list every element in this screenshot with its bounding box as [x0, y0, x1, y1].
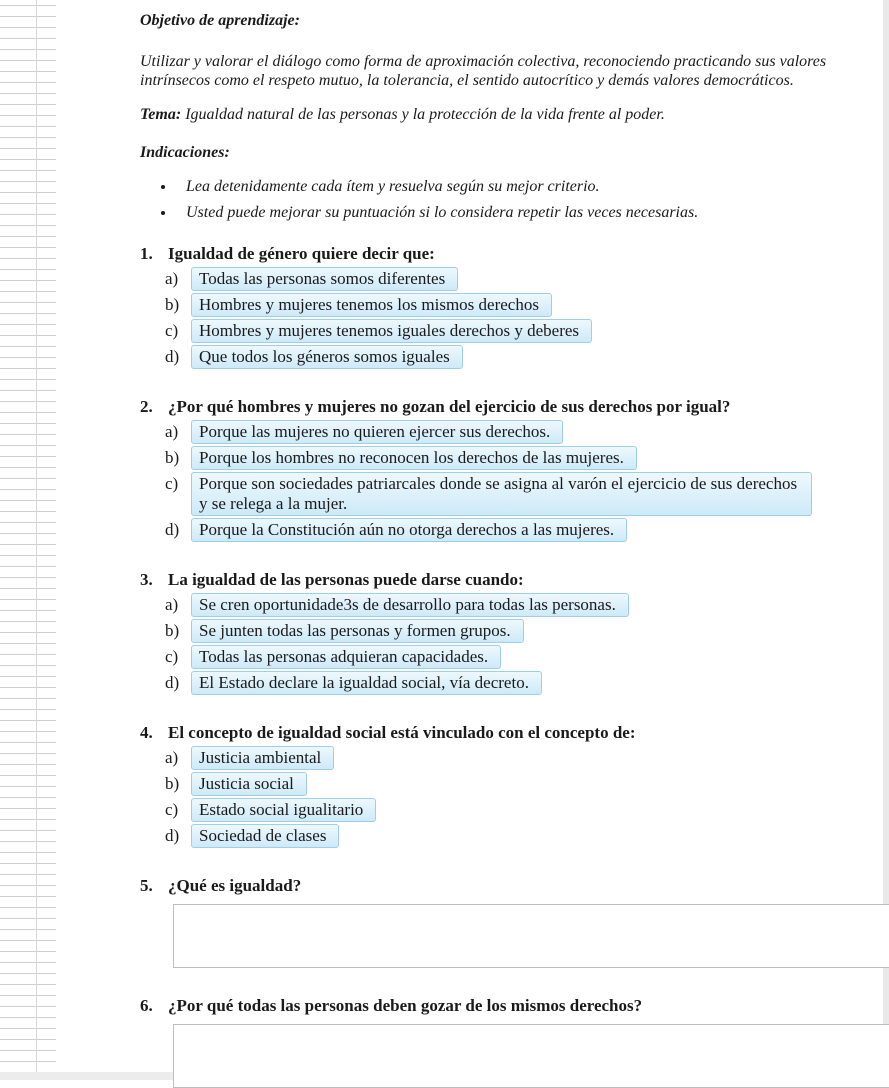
- option-text[interactable]: El Estado declare la igualdad social, vía decreto.: [191, 671, 542, 695]
- option-text[interactable]: Porque la Constitución aún no otorga derechos a las mujeres.: [191, 518, 627, 542]
- question-title: [140, 723, 870, 743]
- option-c[interactable]: [165, 472, 870, 516]
- question-6: [140, 996, 870, 1088]
- instructions-list: [140, 178, 870, 222]
- option-text[interactable]: Todas las personas adquieran capacidades.: [191, 645, 501, 669]
- question-title: [140, 996, 870, 1016]
- indicaciones-label: Indicaciones:: [140, 144, 230, 161]
- instruction-item: • Usted puede mejorar su puntuación si lo considera repetir las veces necesarias.: [176, 204, 870, 222]
- option-text[interactable]: Porque son sociedades patriarcales donde se asigna al varón el ejercicio de sus derechos y se relega a la mujer.: [191, 472, 812, 516]
- document-page: [140, 8, 870, 1088]
- question-title: [140, 397, 870, 417]
- question-title: [140, 570, 870, 590]
- option-b[interactable]: [165, 446, 870, 470]
- option-text[interactable]: Hombres y mujeres tenemos iguales derechos y deberes: [191, 319, 592, 343]
- tema-label: Tema:: [140, 106, 182, 123]
- question-number: 5.: [140, 876, 153, 895]
- question-3: [140, 570, 870, 695]
- option-d[interactable]: [165, 824, 870, 848]
- option-c[interactable]: [165, 645, 870, 669]
- option-letter: d): [165, 826, 180, 845]
- option-d[interactable]: [165, 671, 870, 695]
- option-text[interactable]: Estado social igualitario: [191, 798, 376, 822]
- option-letter: c): [165, 474, 179, 493]
- option-c[interactable]: [165, 319, 870, 343]
- option-text[interactable]: Justicia social: [191, 772, 307, 796]
- option-b[interactable]: [165, 293, 870, 317]
- option-text[interactable]: Sociedad de clases: [191, 824, 339, 848]
- instruction-item: • Lea detenidamente cada ítem y resuelva según su mejor criterio.: [176, 178, 870, 196]
- question-5: [140, 876, 870, 968]
- option-b[interactable]: [165, 619, 870, 643]
- options-list: [165, 267, 870, 369]
- binding-margin: [0, 0, 56, 1080]
- option-text[interactable]: Justicia ambiental: [191, 746, 334, 770]
- option-letter: a): [165, 422, 179, 441]
- option-letter: d): [165, 673, 180, 692]
- option-letter: b): [165, 621, 180, 640]
- option-letter: d): [165, 347, 180, 366]
- tema-line: [140, 106, 870, 124]
- options-list: [165, 746, 870, 848]
- option-letter: b): [165, 448, 180, 467]
- question-text: El concepto de igualdad social está vinculado con el concepto de:: [168, 723, 636, 742]
- option-letter: a): [165, 595, 179, 614]
- option-letter: c): [165, 800, 179, 819]
- objective-text: Utilizar y valorar el diálogo como forma de aproximación colectiva, reconociendo practicando sus valores intrínsecos como el respeto mutuo, la tolerancia, el sentido autocrítico y demás valores democráticos.: [140, 53, 827, 89]
- question-title: [140, 876, 870, 896]
- option-letter: d): [165, 520, 180, 539]
- option-a[interactable]: [165, 746, 870, 770]
- option-letter: a): [165, 269, 179, 288]
- question-text: Igualdad de género quiere decir que:: [168, 244, 435, 263]
- question-title: [140, 244, 870, 264]
- option-a[interactable]: [165, 267, 870, 291]
- option-text[interactable]: Se junten todas las personas y formen grupos.: [191, 619, 524, 643]
- question-text: ¿Qué es igualdad?: [168, 876, 302, 895]
- option-text[interactable]: Hombres y mujeres tenemos los mismos derechos: [191, 293, 552, 317]
- question-number: 1.: [140, 244, 153, 263]
- option-letter: c): [165, 321, 179, 340]
- option-letter: b): [165, 295, 180, 314]
- option-letter: c): [165, 647, 179, 666]
- question-1: [140, 244, 870, 369]
- option-text[interactable]: Porque las mujeres no quieren ejercer sus derechos.: [191, 420, 563, 444]
- options-list: [165, 593, 870, 695]
- question-text: La igualdad de las personas puede darse cuando:: [168, 570, 524, 589]
- option-text[interactable]: Todas las personas somos diferentes: [191, 267, 458, 291]
- option-text[interactable]: Que todos los géneros somos iguales: [191, 345, 463, 369]
- question-4: [140, 723, 870, 848]
- question-number: 6.: [140, 996, 153, 1015]
- answer-input[interactable]: [173, 904, 889, 968]
- question-number: 3.: [140, 570, 153, 589]
- question-number: 4.: [140, 723, 153, 742]
- objective-label: Objetivo de aprendizaje:: [140, 12, 300, 29]
- option-letter: b): [165, 774, 180, 793]
- option-text[interactable]: Se cren oportunidade3s de desarrollo para todas las personas.: [191, 593, 629, 617]
- option-a[interactable]: [165, 420, 870, 444]
- option-text[interactable]: Porque los hombres no reconocen los derechos de las mujeres.: [191, 446, 637, 470]
- question-text: ¿Por qué todas las personas deben gozar de los mismos derechos?: [168, 996, 643, 1015]
- tema-text: Igualdad natural de las personas y la protección de la vida frente al poder.: [181, 106, 665, 123]
- option-b[interactable]: [165, 772, 870, 796]
- option-d[interactable]: [165, 518, 870, 542]
- option-c[interactable]: [165, 798, 870, 822]
- options-list: [165, 420, 870, 542]
- answer-input[interactable]: [173, 1024, 889, 1088]
- option-a[interactable]: [165, 593, 870, 617]
- question-text: ¿Por qué hombres y mujeres no gozan del ejercicio de sus derechos por igual?: [168, 397, 731, 416]
- question-number: 2.: [140, 397, 153, 416]
- option-letter: a): [165, 748, 179, 767]
- question-2: [140, 397, 870, 542]
- option-d[interactable]: [165, 345, 870, 369]
